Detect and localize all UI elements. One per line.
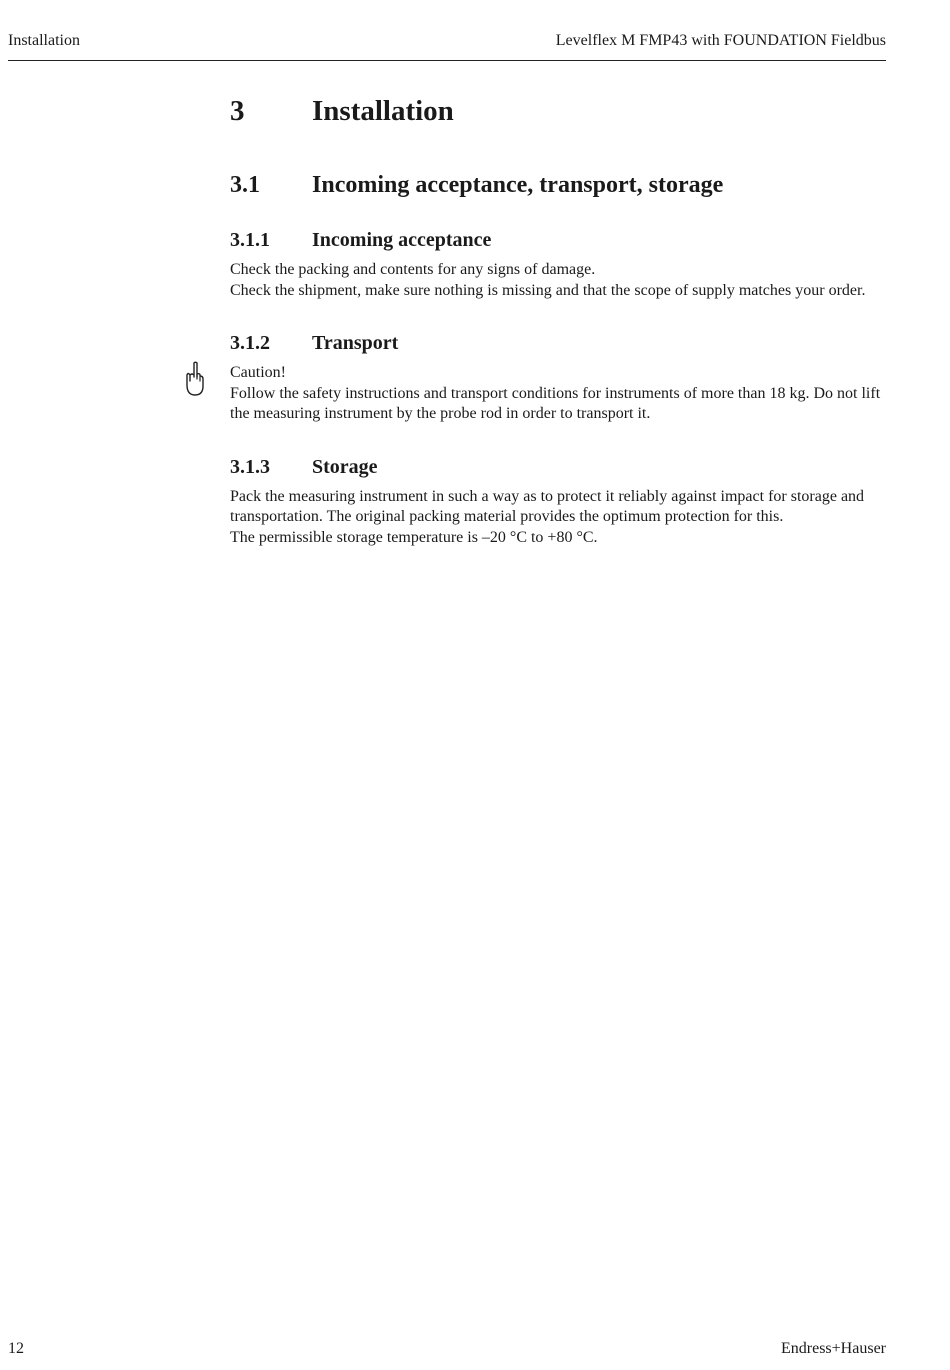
- subsection-number: 3.1.1: [230, 229, 270, 251]
- section-number: 3.1: [230, 172, 260, 198]
- storage-temperature: The permissible storage temperature is –20 °C to +80 °C.: [230, 528, 598, 546]
- subsection-title: Transport: [312, 332, 399, 354]
- section-title: Incoming acceptance, transport, storage: [312, 172, 724, 198]
- section-heading-3-1: [230, 168, 890, 202]
- chapter-heading: [230, 90, 890, 132]
- caution-hand-icon: [184, 361, 206, 397]
- subsection-heading: [230, 453, 890, 481]
- storage-paragraph: Pack the measuring instrument in such a way as to protect it reliably against impact for storage and transportation. The original packing material provides the optimum protection for this.: [230, 487, 865, 525]
- section-3-1-2: [230, 329, 890, 425]
- subsection-heading: [230, 226, 890, 254]
- caution-note: [230, 363, 890, 425]
- caution-label: Caution!: [230, 364, 286, 381]
- subsection-number: 3.1.2: [230, 332, 270, 354]
- header-document-title: Levelflex M FMP43 with FOUNDATION Fieldbus: [555, 32, 886, 49]
- subsection-title: Incoming acceptance: [312, 229, 492, 251]
- section-3-1-3: [230, 453, 890, 549]
- brand-name: Endress+Hauser: [781, 1340, 886, 1357]
- paragraph-line: Check the shipment, make sure nothing is missing and that the scope of supply matches your order.: [230, 281, 866, 299]
- chapter-number: 3: [230, 95, 245, 127]
- subsection-number: 3.1.3: [230, 455, 270, 478]
- section-3-1-1: [230, 226, 890, 301]
- subsection-title: Storage: [312, 455, 378, 478]
- caution-text: Follow the safety instructions and transport conditions for instruments of more than 18 kg. Do not lift the measuring instrument by the probe rod in order to transport it.: [230, 384, 881, 422]
- subsection-heading: [230, 329, 890, 357]
- page-header: [8, 30, 886, 61]
- header-section-title: Installation: [8, 32, 80, 49]
- page-number: 12: [8, 1340, 24, 1357]
- chapter-title: Installation: [312, 95, 454, 127]
- paragraph-line: Check the packing and contents for any signs of damage.: [230, 261, 596, 278]
- page-content: [230, 90, 890, 576]
